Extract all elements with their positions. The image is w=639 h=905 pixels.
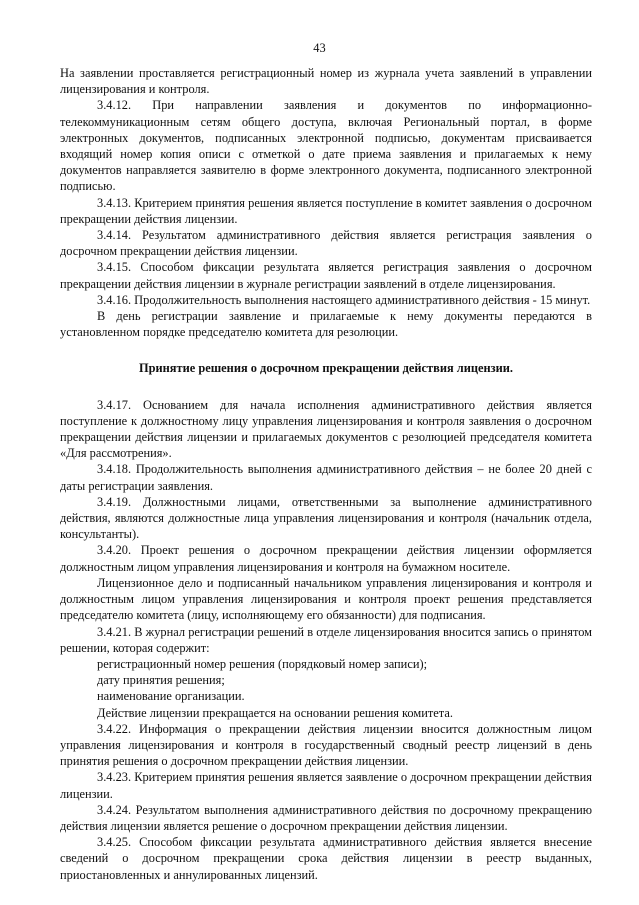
paragraph: дату принятия решения; (97, 673, 225, 688)
paragraph: 3.4.14. Результатом административного действия является регистрация заявления о досрочном прекращении действия лицензии. (60, 228, 592, 259)
paragraph: 3.4.21. В журнал регистрации решений в отделе лицензирования вносится запись о принятом решении, которая содержит: (60, 624, 592, 655)
paragraph: В день регистрации заявление и прилагаемые к нему документы передаются в установленном порядке председателю комитета для резолюции. (60, 309, 592, 340)
paragraph: 3.4.19. Должностными лицами, ответственными за выполнение административного действия, являются должностные лица управления лицензирования и контроля (начальник отдела, консультанты). (60, 494, 592, 542)
document-body (60, 65, 592, 883)
paragraph: 3.4.16. Продолжительность выполнения настоящего административного действия - 15 минут. (97, 292, 591, 307)
page-number: 43 (313, 41, 326, 55)
section-heading: Принятие решения о досрочном прекращении действия лицензии. (139, 361, 513, 376)
paragraph: наименование организации. (97, 689, 245, 704)
paragraph: 3.4.13. Критерием принятия решения является поступление в комитет заявления о досрочном прекращении действия лицензии. (60, 195, 592, 226)
section-after-heading (60, 397, 592, 883)
paragraph: 3.4.18. Продолжительность выполнения административного действия – не более 20 дней с даты регистрации заявления. (60, 462, 592, 493)
paragraph: 3.4.25. Способом фиксации результата административного действия является внесение сведений о досрочном прекращении срока действия лицензии в реестр выданных, приостановленных и аннулированных лицензий. (60, 835, 592, 882)
paragraph: 3.4.24. Результатом выполнения административного действия по досрочному прекращению действия лицензии является решение о досрочном прекращении действия лицензии. (60, 802, 592, 833)
paragraph: 3.4.17. Основанием для начала исполнения административного действия является поступление к должностному лицу управления лицензирования и контроля заявления о досрочном прекращении действия лицензии и прилагаемых документов с резолюцией председателя комитета «Для рассмотрения». (60, 397, 592, 461)
paragraph: 3.4.15. Способом фиксации результата является регистрация заявления о досрочном прекращении действия лицензии в журнале регистрации заявлений в отделе лицензирования. (60, 260, 592, 291)
section-before-heading (60, 65, 592, 340)
paragraph: Действие лицензии прекращается на основании решения комитета. (97, 705, 453, 720)
paragraph: 3.4.22. Информация о прекращении действия лицензии вносится должностным лицом управления лицензирования и контроля в государственный сводный реестр лицензий в день принятия решения о досрочном прекращении действия лицензии. (60, 721, 592, 769)
paragraph: 3.4.20. Проект решения о досрочном прекращении действия лицензии оформляется должностным лицом управления лицензирования и контроля на бумажном носителе. (60, 543, 592, 574)
paragraph: Лицензионное дело и подписанный начальником управления лицензирования и контроля и должностным лицом управления лицензирования и контроля проект решения представляется председателю комитета (лицу, исполняющему его обязанности) для подписания. (60, 575, 592, 623)
paragraph: 3.4.23. Критерием принятия решения является заявление о досрочном прекращении действия лицензии. (60, 770, 592, 801)
paragraph: 3.4.12. При направлении заявления и документов по информационно-телекоммуникационным сетям общего доступа, включая Региональный портал, в форме электронных документов, подписанных электронной подписью, документам присваивается входящий номер копия описи с отметкой о дате приема заявления и прилагаемых к нему документов направляется заявителю в форме электронного документа, подписанного электронной подписью. (60, 98, 592, 194)
paragraph: регистрационный номер решения (порядковый номер записи); (97, 656, 428, 671)
paragraph: На заявлении проставляется регистрационный номер из журнала учета заявлений в управлении лицензирования и контроля. (60, 66, 592, 97)
